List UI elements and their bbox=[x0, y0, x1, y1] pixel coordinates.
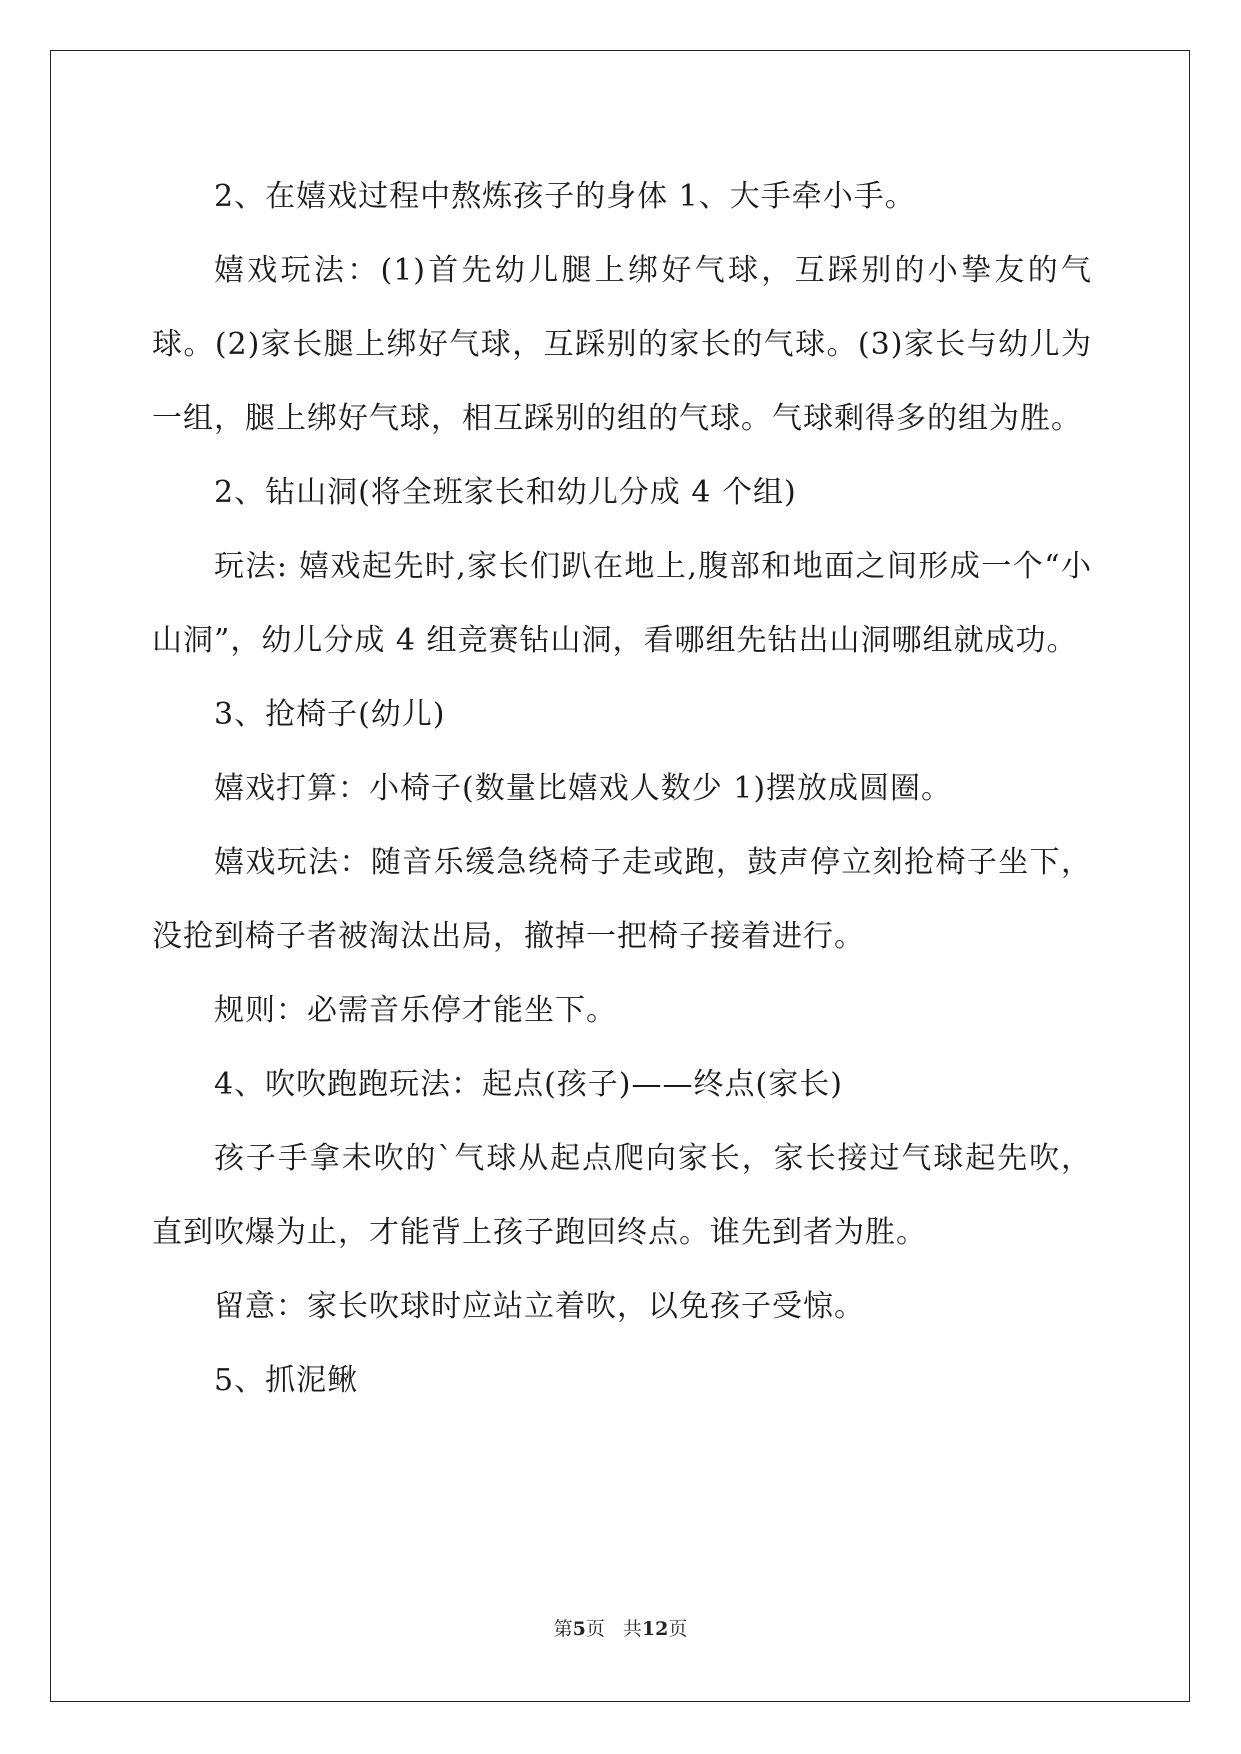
document-body bbox=[152, 160, 1092, 1418]
paragraph-12: 5、抓泥鳅 bbox=[214, 1363, 359, 1398]
page-prefix: 第 bbox=[553, 1618, 573, 1640]
paragraph-6: 嬉戏打算：小椅子(数量比嬉戏人数少 1)摆放成圆圈。 bbox=[214, 771, 953, 806]
page-suffix: 页 bbox=[585, 1618, 605, 1640]
page-footer bbox=[0, 1614, 1241, 1641]
paragraph-2: 嬉戏玩法：(1)首先幼儿腿上绑好气球，互踩别的小挚友的气球。(2)家长腿上绑好气球，互踩别的家长的气球。(3)家长与幼儿为一组，腿上绑好气球，相互踩别的组的气球。气球剩得多的组为胜。 bbox=[152, 253, 1092, 436]
paragraph-5: 3、抢椅子(幼儿) bbox=[214, 697, 446, 732]
paragraph-7: 嬉戏玩法：随音乐缓急绕椅子走或跑，鼓声停立刻抢椅子坐下，没抢到椅子者被淘汰出局，撤掉一把椅子接着进行。 bbox=[152, 845, 1092, 954]
paragraph-9: 4、吹吹跑跑玩法：起点(孩子)——终点(家长) bbox=[214, 1067, 843, 1102]
total-suffix: 页 bbox=[668, 1618, 688, 1640]
paragraph-3: 2、钻山洞(将全班家长和幼儿分成 4 个组) bbox=[214, 475, 797, 510]
paragraph-11: 留意：家长吹球时应站立着吹，以免孩子受惊。 bbox=[214, 1289, 865, 1324]
paragraph-4: 玩法: 嬉戏起先时,家长们趴在地上,腹部和地面之间形成一个“小山洞”，幼儿分成 4 组竞赛钻山洞，看哪组先钻出山洞哪组就成功。 bbox=[152, 549, 1092, 658]
total-prefix: 共 bbox=[622, 1618, 642, 1640]
page-current: 5 bbox=[572, 1618, 586, 1640]
paragraph-1: 2、在嬉戏过程中熬炼孩子的身体 1、大手牵小手。 bbox=[214, 179, 916, 214]
paragraph-10: 孩子手拿未吹的`气球从起点爬向家长，家长接过气球起先吹，直到吹爆为止，才能背上孩子跑回终点。谁先到者为胜。 bbox=[152, 1141, 1092, 1250]
paragraph-8: 规则：必需音乐停才能坐下。 bbox=[214, 993, 617, 1028]
page-total: 12 bbox=[641, 1618, 669, 1640]
